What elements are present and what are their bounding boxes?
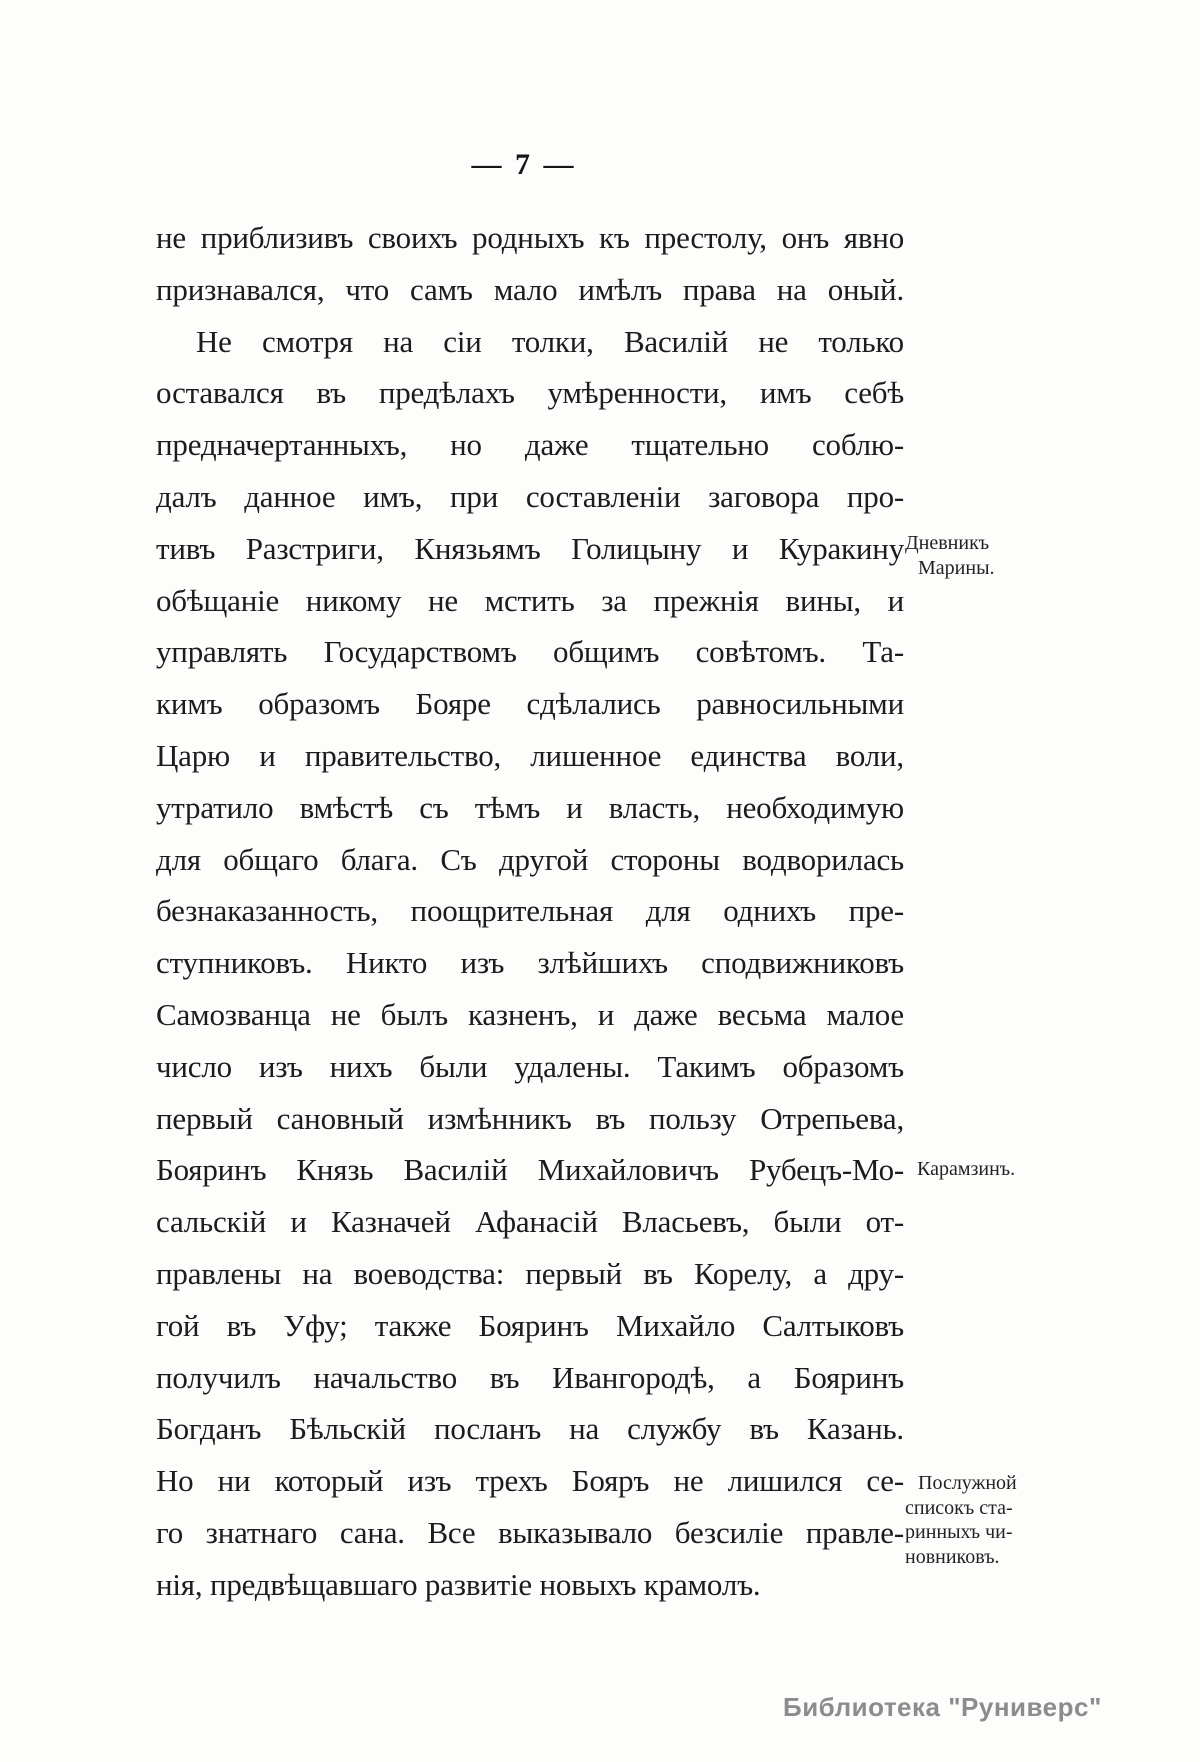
body-text-line: предначертанныхъ, но даже тщательно соблю- bbox=[156, 427, 904, 463]
margin-note-line: Послужной bbox=[918, 1472, 1017, 1494]
margin-note-line: Дневникъ bbox=[905, 532, 990, 554]
body-text-line: признавался, что самъ мало имѣлъ права на оный. bbox=[156, 271, 904, 307]
body-text-line: Богданъ Бѣльскій посланъ на службу въ Казань. bbox=[156, 1411, 904, 1447]
body-text-line: сальскій и Казначей Афанасій Власьевъ, были от- bbox=[156, 1204, 904, 1240]
margin-note-dnevnik-mariny bbox=[905, 531, 1075, 580]
body-text-line: безнаказанность, поощрительная для однихъ пре- bbox=[156, 893, 904, 929]
body-text-line: кимъ образомъ Бояре сдѣлались равносильными bbox=[156, 686, 904, 722]
page-number: — 7 — bbox=[471, 148, 577, 181]
body-text-line: Не смотря на сіи толки, Василій не только bbox=[196, 323, 904, 359]
margin-note-line: Карамзинъ. bbox=[917, 1158, 1016, 1180]
margin-note-line: ринныхъ чи- bbox=[905, 1521, 1013, 1543]
margin-note-line: списокъ ста- bbox=[905, 1496, 1013, 1519]
body-text-line: тивъ Разстриги, Князьямъ Голицыну и Куракину bbox=[156, 530, 904, 566]
body-text-line: гой въ Уфу; также Бояринъ Михайло Салтыковъ bbox=[156, 1307, 904, 1343]
margin-note-karamzin bbox=[917, 1157, 1087, 1182]
body-text-line: утратило вмѣстѣ съ тѣмъ и власть, необходимую bbox=[156, 789, 904, 825]
body-text bbox=[156, 212, 904, 1611]
body-text-line: далъ данное имъ, при составленіи заговора про- bbox=[156, 478, 904, 514]
margin-note-posluzhnoy-spisok bbox=[905, 1471, 1075, 1569]
body-text-line: число изъ нихъ были удалены. Такимъ образомъ bbox=[156, 1048, 904, 1084]
watermark-runivers: Библиотека "Руниверс" bbox=[783, 1692, 1102, 1722]
body-text-line: управлять Государствомъ общимъ совѣтомъ. Та- bbox=[156, 634, 904, 670]
body-text-line: Но ни который изъ трехъ Бояръ не лишился се- bbox=[156, 1463, 904, 1499]
body-text-line: получилъ начальство въ Ивангородѣ, а Бояринъ bbox=[156, 1359, 904, 1395]
body-text-line: правлены на воеводства: первый въ Корелу, а дру- bbox=[156, 1255, 904, 1291]
body-text-line: оставался въ предѣлахъ умѣренности, имъ себѣ bbox=[156, 375, 904, 411]
body-text-line: ступниковъ. Никто изъ злѣйшихъ сподвижниковъ bbox=[156, 945, 904, 981]
body-text-line: нія, предвѣщавшаго развитіе новыхъ крамолъ. bbox=[156, 1566, 761, 1602]
body-text-line: Бояринъ Князь Василій Михайловичъ Рубецъ-Мо- bbox=[156, 1152, 904, 1188]
margin-note-line: новниковъ. bbox=[905, 1545, 1000, 1568]
body-text-line: обѣщаніе никому не мстить за прежнія вины, и bbox=[156, 582, 904, 618]
body-text-line: Царю и правительство, лишенное единства воли, bbox=[156, 737, 904, 773]
margin-note-line: Марины. bbox=[918, 556, 995, 579]
body-text-line: го знатнаго сана. Все выказывало безсиліе правле- bbox=[156, 1514, 904, 1550]
body-text-line: для общаго блага. Съ другой стороны водворилась bbox=[156, 841, 904, 877]
body-text-line: не приблизивъ своихъ родныхъ къ престолу, онъ явно bbox=[156, 220, 904, 255]
body-text-line: первый сановный измѣнникъ въ пользу Отрепьева, bbox=[156, 1100, 904, 1136]
body-text-line: Самозванца не былъ казненъ, и даже весьма малое bbox=[156, 996, 904, 1032]
